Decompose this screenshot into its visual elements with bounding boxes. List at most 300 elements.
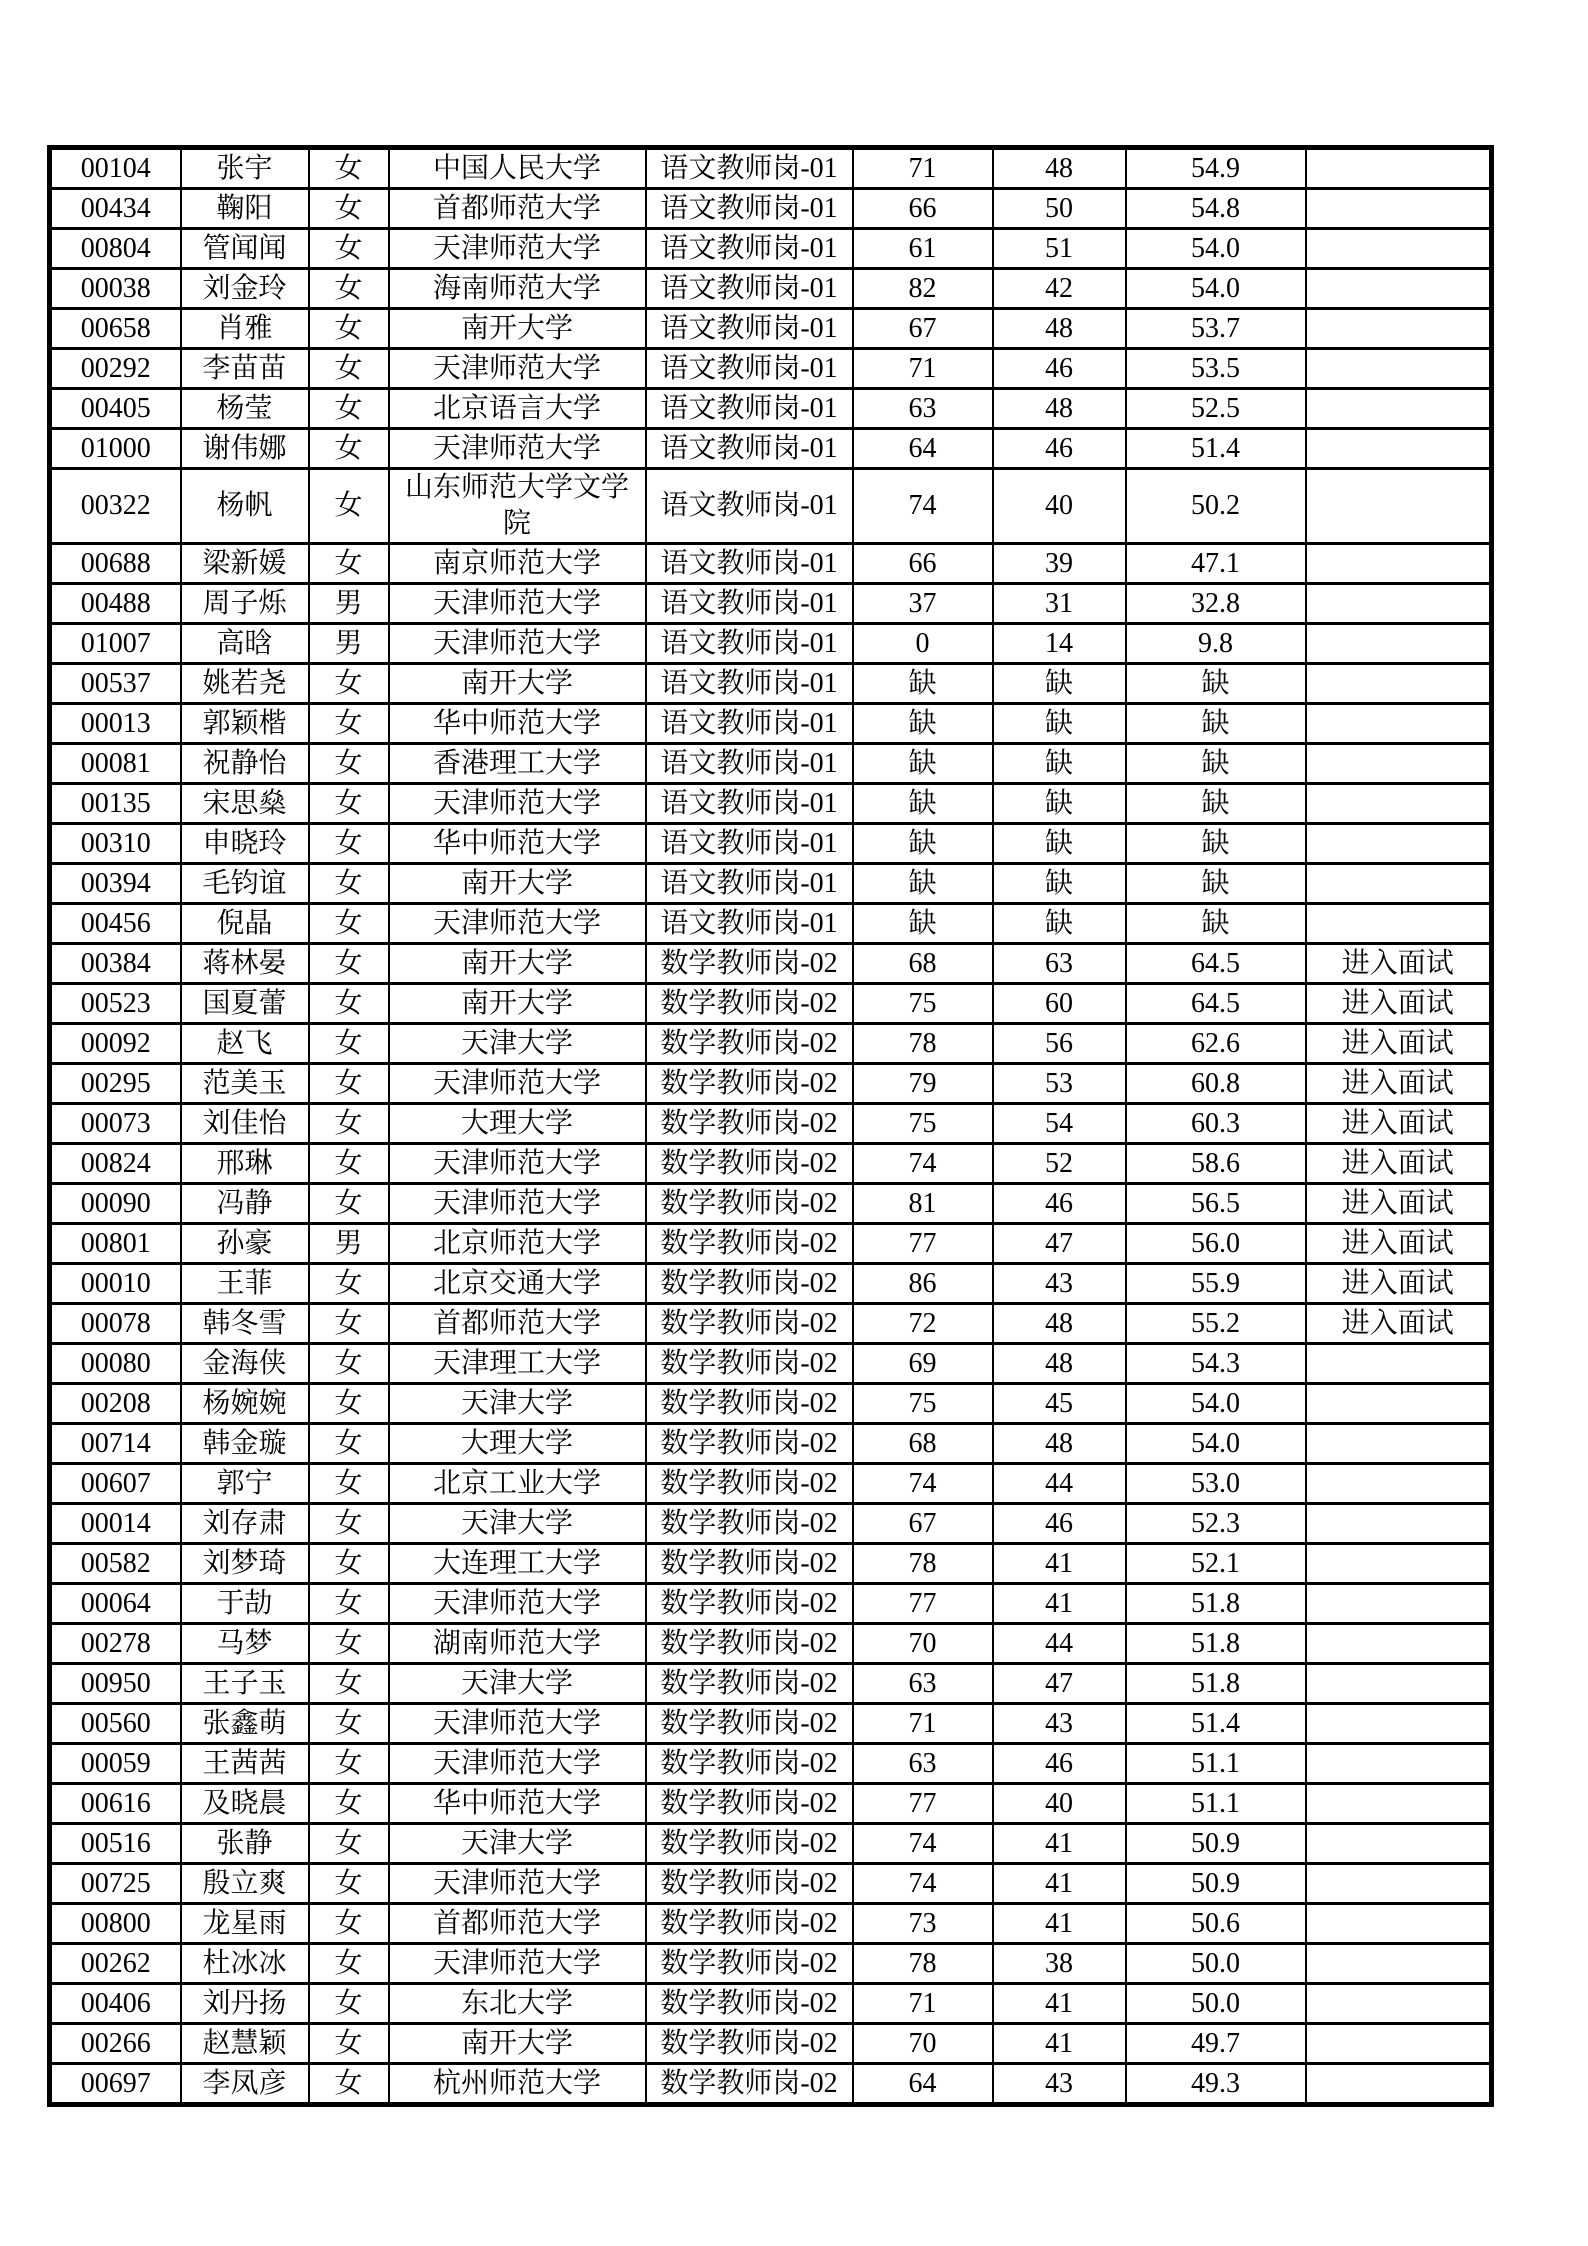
cell-score-total: 54.0 bbox=[1126, 269, 1306, 309]
cell-candidate-id: 00135 bbox=[50, 784, 181, 824]
cell-university: 天津师范大学 bbox=[389, 584, 646, 624]
cell-position: 数学教师岗-02 bbox=[646, 944, 853, 984]
cell-score-1: 66 bbox=[853, 189, 993, 229]
cell-name: 姚若尧 bbox=[181, 664, 309, 704]
cell-university: 天津师范大学 bbox=[389, 1744, 646, 1784]
cell-status bbox=[1306, 664, 1492, 704]
table-row bbox=[50, 1904, 1492, 1944]
table-row bbox=[50, 704, 1492, 744]
cell-score-total: 50.0 bbox=[1126, 1984, 1306, 2024]
cell-score-2: 14 bbox=[993, 624, 1126, 664]
cell-candidate-id: 00266 bbox=[50, 2024, 181, 2064]
cell-candidate-id: 00616 bbox=[50, 1784, 181, 1824]
cell-score-2: 缺 bbox=[993, 704, 1126, 744]
cell-status bbox=[1306, 1424, 1492, 1464]
cell-gender: 女 bbox=[309, 864, 389, 904]
cell-position: 数学教师岗-02 bbox=[646, 1104, 853, 1144]
cell-score-total: 54.9 bbox=[1126, 148, 1306, 189]
cell-score-total: 50.9 bbox=[1126, 1824, 1306, 1864]
cell-candidate-id: 00013 bbox=[50, 704, 181, 744]
cell-gender: 女 bbox=[309, 389, 389, 429]
cell-name: 肖雅 bbox=[181, 309, 309, 349]
cell-university: 首都师范大学 bbox=[389, 1304, 646, 1344]
table-row bbox=[50, 229, 1492, 269]
cell-gender: 女 bbox=[309, 1704, 389, 1744]
cell-score-2: 39 bbox=[993, 544, 1126, 584]
table-row bbox=[50, 309, 1492, 349]
cell-position: 语文教师岗-01 bbox=[646, 148, 853, 189]
cell-score-2: 48 bbox=[993, 1344, 1126, 1384]
cell-candidate-id: 00262 bbox=[50, 1944, 181, 1984]
cell-university: 首都师范大学 bbox=[389, 189, 646, 229]
cell-score-1: 71 bbox=[853, 1704, 993, 1744]
score-table-body bbox=[50, 148, 1492, 2105]
cell-score-1: 63 bbox=[853, 1744, 993, 1784]
cell-candidate-id: 00038 bbox=[50, 269, 181, 309]
cell-status bbox=[1306, 1664, 1492, 1704]
cell-university: 山东师范大学文学院 bbox=[389, 469, 646, 544]
cell-position: 数学教师岗-02 bbox=[646, 1344, 853, 1384]
cell-status bbox=[1306, 2064, 1492, 2105]
cell-gender: 男 bbox=[309, 1224, 389, 1264]
cell-score-1: 79 bbox=[853, 1064, 993, 1104]
cell-name: 殷立爽 bbox=[181, 1864, 309, 1904]
cell-score-total: 52.5 bbox=[1126, 389, 1306, 429]
cell-gender: 女 bbox=[309, 1824, 389, 1864]
cell-score-2: 41 bbox=[993, 1584, 1126, 1624]
cell-score-1: 缺 bbox=[853, 744, 993, 784]
cell-candidate-id: 00405 bbox=[50, 389, 181, 429]
cell-score-1: 75 bbox=[853, 1104, 993, 1144]
cell-candidate-id: 00824 bbox=[50, 1144, 181, 1184]
cell-university: 天津师范大学 bbox=[389, 349, 646, 389]
cell-score-total: 47.1 bbox=[1126, 544, 1306, 584]
cell-score-2: 48 bbox=[993, 1424, 1126, 1464]
cell-score-1: 74 bbox=[853, 469, 993, 544]
cell-position: 语文教师岗-01 bbox=[646, 824, 853, 864]
cell-name: 赵慧颖 bbox=[181, 2024, 309, 2064]
cell-position: 语文教师岗-01 bbox=[646, 784, 853, 824]
cell-score-2: 50 bbox=[993, 189, 1126, 229]
cell-score-2: 51 bbox=[993, 229, 1126, 269]
cell-name: 梁新媛 bbox=[181, 544, 309, 584]
cell-score-total: 51.1 bbox=[1126, 1784, 1306, 1824]
cell-candidate-id: 00010 bbox=[50, 1264, 181, 1304]
cell-position: 语文教师岗-01 bbox=[646, 704, 853, 744]
cell-name: 蒋林晏 bbox=[181, 944, 309, 984]
cell-position: 数学教师岗-02 bbox=[646, 984, 853, 1024]
cell-score-1: 37 bbox=[853, 584, 993, 624]
cell-position: 数学教师岗-02 bbox=[646, 1704, 853, 1744]
cell-status bbox=[1306, 349, 1492, 389]
cell-status bbox=[1306, 704, 1492, 744]
cell-university: 大理大学 bbox=[389, 1424, 646, 1464]
cell-status: 进入面试 bbox=[1306, 1264, 1492, 1304]
cell-status bbox=[1306, 624, 1492, 664]
cell-candidate-id: 00725 bbox=[50, 1864, 181, 1904]
cell-name: 张静 bbox=[181, 1824, 309, 1864]
cell-score-1: 68 bbox=[853, 1424, 993, 1464]
cell-university: 天津师范大学 bbox=[389, 429, 646, 469]
cell-score-2: 缺 bbox=[993, 864, 1126, 904]
cell-university: 天津师范大学 bbox=[389, 1704, 646, 1744]
cell-score-2: 31 bbox=[993, 584, 1126, 624]
cell-score-1: 70 bbox=[853, 1624, 993, 1664]
cell-name: 宋思燊 bbox=[181, 784, 309, 824]
cell-status bbox=[1306, 584, 1492, 624]
cell-candidate-id: 00607 bbox=[50, 1464, 181, 1504]
cell-name: 杨婉婉 bbox=[181, 1384, 309, 1424]
cell-name: 王菲 bbox=[181, 1264, 309, 1304]
cell-position: 数学教师岗-02 bbox=[646, 1744, 853, 1784]
cell-university: 南开大学 bbox=[389, 984, 646, 1024]
cell-score-2: 45 bbox=[993, 1384, 1126, 1424]
cell-score-total: 62.6 bbox=[1126, 1024, 1306, 1064]
cell-candidate-id: 01007 bbox=[50, 624, 181, 664]
cell-position: 语文教师岗-01 bbox=[646, 309, 853, 349]
cell-score-1: 69 bbox=[853, 1344, 993, 1384]
table-row bbox=[50, 1624, 1492, 1664]
cell-score-1: 77 bbox=[853, 1224, 993, 1264]
cell-score-1: 78 bbox=[853, 1944, 993, 1984]
table-row bbox=[50, 469, 1492, 544]
cell-position: 语文教师岗-01 bbox=[646, 189, 853, 229]
cell-score-2: 41 bbox=[993, 2024, 1126, 2064]
cell-name: 刘梦琦 bbox=[181, 1544, 309, 1584]
cell-score-2: 48 bbox=[993, 1304, 1126, 1344]
cell-status: 进入面试 bbox=[1306, 984, 1492, 1024]
table-row bbox=[50, 389, 1492, 429]
cell-candidate-id: 00104 bbox=[50, 148, 181, 189]
cell-name: 杨帆 bbox=[181, 469, 309, 544]
cell-gender: 女 bbox=[309, 229, 389, 269]
cell-university: 南开大学 bbox=[389, 2024, 646, 2064]
cell-gender: 女 bbox=[309, 1184, 389, 1224]
cell-score-1: 70 bbox=[853, 2024, 993, 2064]
score-table bbox=[47, 145, 1494, 2107]
cell-candidate-id: 00658 bbox=[50, 309, 181, 349]
table-row bbox=[50, 1464, 1492, 1504]
cell-score-1: 64 bbox=[853, 429, 993, 469]
cell-university: 天津大学 bbox=[389, 1384, 646, 1424]
cell-score-1: 71 bbox=[853, 349, 993, 389]
cell-position: 数学教师岗-02 bbox=[646, 1544, 853, 1584]
cell-position: 数学教师岗-02 bbox=[646, 1464, 853, 1504]
cell-gender: 女 bbox=[309, 544, 389, 584]
cell-position: 数学教师岗-02 bbox=[646, 2064, 853, 2105]
cell-status bbox=[1306, 469, 1492, 544]
cell-status: 进入面试 bbox=[1306, 944, 1492, 984]
cell-score-1: 73 bbox=[853, 1904, 993, 1944]
cell-university: 天津大学 bbox=[389, 1664, 646, 1704]
cell-name: 高晗 bbox=[181, 624, 309, 664]
cell-score-total: 51.4 bbox=[1126, 1704, 1306, 1744]
cell-gender: 女 bbox=[309, 2064, 389, 2105]
cell-name: 刘金玲 bbox=[181, 269, 309, 309]
cell-name: 毛钧谊 bbox=[181, 864, 309, 904]
cell-position: 数学教师岗-02 bbox=[646, 1264, 853, 1304]
cell-position: 语文教师岗-01 bbox=[646, 349, 853, 389]
cell-university: 北京交通大学 bbox=[389, 1264, 646, 1304]
table-row bbox=[50, 349, 1492, 389]
cell-status bbox=[1306, 1944, 1492, 1984]
cell-position: 数学教师岗-02 bbox=[646, 1024, 853, 1064]
cell-score-1: 63 bbox=[853, 1664, 993, 1704]
table-row bbox=[50, 1264, 1492, 1304]
cell-gender: 女 bbox=[309, 904, 389, 944]
cell-university: 天津理工大学 bbox=[389, 1344, 646, 1384]
cell-score-1: 81 bbox=[853, 1184, 993, 1224]
cell-score-1: 71 bbox=[853, 148, 993, 189]
cell-gender: 男 bbox=[309, 624, 389, 664]
cell-status: 进入面试 bbox=[1306, 1024, 1492, 1064]
cell-status bbox=[1306, 1624, 1492, 1664]
cell-gender: 女 bbox=[309, 429, 389, 469]
cell-gender: 女 bbox=[309, 269, 389, 309]
cell-candidate-id: 00434 bbox=[50, 189, 181, 229]
cell-position: 数学教师岗-02 bbox=[646, 1504, 853, 1544]
cell-position: 数学教师岗-02 bbox=[646, 1984, 853, 2024]
cell-score-2: 41 bbox=[993, 1544, 1126, 1584]
cell-score-total: 56.0 bbox=[1126, 1224, 1306, 1264]
cell-status: 进入面试 bbox=[1306, 1144, 1492, 1184]
cell-gender: 女 bbox=[309, 1504, 389, 1544]
cell-score-1: 66 bbox=[853, 544, 993, 584]
table-row bbox=[50, 984, 1492, 1024]
cell-gender: 女 bbox=[309, 1144, 389, 1184]
cell-score-total: 51.4 bbox=[1126, 429, 1306, 469]
cell-gender: 女 bbox=[309, 1104, 389, 1144]
cell-score-2: 42 bbox=[993, 269, 1126, 309]
cell-university: 天津师范大学 bbox=[389, 1584, 646, 1624]
cell-position: 数学教师岗-02 bbox=[646, 1864, 853, 1904]
cell-score-total: 50.9 bbox=[1126, 1864, 1306, 1904]
cell-candidate-id: 00081 bbox=[50, 744, 181, 784]
cell-name: 范美玉 bbox=[181, 1064, 309, 1104]
cell-gender: 女 bbox=[309, 1064, 389, 1104]
cell-score-1: 78 bbox=[853, 1024, 993, 1064]
cell-position: 语文教师岗-01 bbox=[646, 429, 853, 469]
cell-score-2: 41 bbox=[993, 1824, 1126, 1864]
cell-gender: 女 bbox=[309, 1904, 389, 1944]
table-row bbox=[50, 744, 1492, 784]
cell-name: 国夏蕾 bbox=[181, 984, 309, 1024]
cell-position: 数学教师岗-02 bbox=[646, 1784, 853, 1824]
table-row bbox=[50, 1944, 1492, 1984]
cell-score-2: 43 bbox=[993, 1264, 1126, 1304]
cell-university: 湖南师范大学 bbox=[389, 1624, 646, 1664]
cell-score-1: 缺 bbox=[853, 864, 993, 904]
table-row bbox=[50, 1984, 1492, 2024]
cell-status: 进入面试 bbox=[1306, 1304, 1492, 1344]
cell-status bbox=[1306, 744, 1492, 784]
cell-score-1: 74 bbox=[853, 1864, 993, 1904]
cell-gender: 女 bbox=[309, 1584, 389, 1624]
cell-name: 王茜茜 bbox=[181, 1744, 309, 1784]
cell-score-2: 46 bbox=[993, 1184, 1126, 1224]
cell-university: 南开大学 bbox=[389, 664, 646, 704]
cell-gender: 女 bbox=[309, 1344, 389, 1384]
cell-university: 天津师范大学 bbox=[389, 1864, 646, 1904]
table-row bbox=[50, 624, 1492, 664]
cell-score-1: 82 bbox=[853, 269, 993, 309]
cell-gender: 女 bbox=[309, 1984, 389, 2024]
cell-gender: 男 bbox=[309, 584, 389, 624]
table-row bbox=[50, 1184, 1492, 1224]
cell-position: 语文教师岗-01 bbox=[646, 229, 853, 269]
cell-score-2: 41 bbox=[993, 1984, 1126, 2024]
table-row bbox=[50, 1344, 1492, 1384]
cell-position: 数学教师岗-02 bbox=[646, 1824, 853, 1864]
cell-gender: 女 bbox=[309, 1464, 389, 1504]
cell-position: 语文教师岗-01 bbox=[646, 269, 853, 309]
cell-score-total: 缺 bbox=[1126, 784, 1306, 824]
cell-score-1: 75 bbox=[853, 1384, 993, 1424]
cell-candidate-id: 00406 bbox=[50, 1984, 181, 2024]
table-row bbox=[50, 1824, 1492, 1864]
cell-gender: 女 bbox=[309, 1864, 389, 1904]
cell-position: 数学教师岗-02 bbox=[646, 1904, 853, 1944]
cell-candidate-id: 00488 bbox=[50, 584, 181, 624]
cell-candidate-id: 00080 bbox=[50, 1344, 181, 1384]
cell-score-1: 缺 bbox=[853, 664, 993, 704]
cell-candidate-id: 01000 bbox=[50, 429, 181, 469]
cell-candidate-id: 00801 bbox=[50, 1224, 181, 1264]
cell-gender: 女 bbox=[309, 1264, 389, 1304]
table-row bbox=[50, 664, 1492, 704]
cell-score-total: 54.0 bbox=[1126, 1424, 1306, 1464]
cell-candidate-id: 00456 bbox=[50, 904, 181, 944]
cell-name: 王子玉 bbox=[181, 1664, 309, 1704]
cell-status bbox=[1306, 389, 1492, 429]
cell-score-1: 74 bbox=[853, 1824, 993, 1864]
cell-score-1: 64 bbox=[853, 2064, 993, 2105]
cell-score-1: 缺 bbox=[853, 704, 993, 744]
cell-status bbox=[1306, 309, 1492, 349]
cell-score-2: 48 bbox=[993, 309, 1126, 349]
cell-status bbox=[1306, 189, 1492, 229]
cell-score-total: 49.7 bbox=[1126, 2024, 1306, 2064]
cell-score-total: 64.5 bbox=[1126, 984, 1306, 1024]
cell-status bbox=[1306, 1984, 1492, 2024]
table-row bbox=[50, 1304, 1492, 1344]
cell-score-1: 74 bbox=[853, 1464, 993, 1504]
cell-status bbox=[1306, 1904, 1492, 1944]
cell-status bbox=[1306, 1704, 1492, 1744]
table-row bbox=[50, 1064, 1492, 1104]
cell-name: 韩冬雪 bbox=[181, 1304, 309, 1344]
cell-status: 进入面试 bbox=[1306, 1104, 1492, 1144]
cell-score-2: 52 bbox=[993, 1144, 1126, 1184]
cell-candidate-id: 00059 bbox=[50, 1744, 181, 1784]
cell-status bbox=[1306, 784, 1492, 824]
cell-position: 语文教师岗-01 bbox=[646, 664, 853, 704]
cell-score-1: 77 bbox=[853, 1584, 993, 1624]
cell-score-total: 缺 bbox=[1126, 904, 1306, 944]
cell-name: 倪晶 bbox=[181, 904, 309, 944]
cell-status bbox=[1306, 1744, 1492, 1784]
cell-status: 进入面试 bbox=[1306, 1224, 1492, 1264]
cell-score-2: 46 bbox=[993, 429, 1126, 469]
cell-score-2: 46 bbox=[993, 1504, 1126, 1544]
cell-candidate-id: 00714 bbox=[50, 1424, 181, 1464]
table-row bbox=[50, 1864, 1492, 1904]
cell-university: 中国人民大学 bbox=[389, 148, 646, 189]
cell-score-2: 43 bbox=[993, 2064, 1126, 2105]
cell-status bbox=[1306, 1824, 1492, 1864]
cell-score-2: 缺 bbox=[993, 664, 1126, 704]
cell-university: 北京语言大学 bbox=[389, 389, 646, 429]
cell-gender: 女 bbox=[309, 1664, 389, 1704]
cell-candidate-id: 00092 bbox=[50, 1024, 181, 1064]
cell-name: 龙星雨 bbox=[181, 1904, 309, 1944]
cell-name: 孙豪 bbox=[181, 1224, 309, 1264]
cell-position: 数学教师岗-02 bbox=[646, 1664, 853, 1704]
table-row bbox=[50, 904, 1492, 944]
cell-score-2: 60 bbox=[993, 984, 1126, 1024]
cell-score-1: 67 bbox=[853, 309, 993, 349]
cell-university: 天津师范大学 bbox=[389, 904, 646, 944]
table-row bbox=[50, 189, 1492, 229]
cell-candidate-id: 00310 bbox=[50, 824, 181, 864]
cell-university: 南京师范大学 bbox=[389, 544, 646, 584]
cell-score-1: 78 bbox=[853, 1544, 993, 1584]
cell-score-2: 38 bbox=[993, 1944, 1126, 1984]
cell-gender: 女 bbox=[309, 1024, 389, 1064]
table-row bbox=[50, 1504, 1492, 1544]
cell-university: 华中师范大学 bbox=[389, 704, 646, 744]
cell-position: 数学教师岗-02 bbox=[646, 1624, 853, 1664]
cell-candidate-id: 00384 bbox=[50, 944, 181, 984]
cell-candidate-id: 00295 bbox=[50, 1064, 181, 1104]
cell-name: 韩金璇 bbox=[181, 1424, 309, 1464]
cell-status bbox=[1306, 1344, 1492, 1384]
table-row bbox=[50, 824, 1492, 864]
cell-gender: 女 bbox=[309, 1424, 389, 1464]
cell-score-2: 53 bbox=[993, 1064, 1126, 1104]
cell-university: 华中师范大学 bbox=[389, 824, 646, 864]
cell-status bbox=[1306, 824, 1492, 864]
cell-gender: 女 bbox=[309, 784, 389, 824]
cell-name: 邢琳 bbox=[181, 1144, 309, 1184]
cell-university: 天津大学 bbox=[389, 1504, 646, 1544]
cell-score-total: 53.0 bbox=[1126, 1464, 1306, 1504]
cell-university: 天津师范大学 bbox=[389, 624, 646, 664]
cell-candidate-id: 00516 bbox=[50, 1824, 181, 1864]
cell-score-2: 54 bbox=[993, 1104, 1126, 1144]
cell-gender: 女 bbox=[309, 664, 389, 704]
table-row bbox=[50, 269, 1492, 309]
cell-score-2: 46 bbox=[993, 349, 1126, 389]
cell-position: 数学教师岗-02 bbox=[646, 1064, 853, 1104]
cell-score-1: 缺 bbox=[853, 824, 993, 864]
cell-name: 张宇 bbox=[181, 148, 309, 189]
cell-score-total: 52.1 bbox=[1126, 1544, 1306, 1584]
table-row bbox=[50, 2064, 1492, 2105]
cell-score-total: 缺 bbox=[1126, 824, 1306, 864]
cell-score-total: 51.8 bbox=[1126, 1584, 1306, 1624]
cell-score-2: 47 bbox=[993, 1224, 1126, 1264]
cell-score-2: 44 bbox=[993, 1464, 1126, 1504]
cell-gender: 女 bbox=[309, 309, 389, 349]
cell-university: 海南师范大学 bbox=[389, 269, 646, 309]
cell-score-2: 47 bbox=[993, 1664, 1126, 1704]
cell-status bbox=[1306, 269, 1492, 309]
cell-score-total: 54.0 bbox=[1126, 229, 1306, 269]
cell-score-total: 54.3 bbox=[1126, 1344, 1306, 1384]
cell-gender: 女 bbox=[309, 1384, 389, 1424]
cell-score-1: 75 bbox=[853, 984, 993, 1024]
